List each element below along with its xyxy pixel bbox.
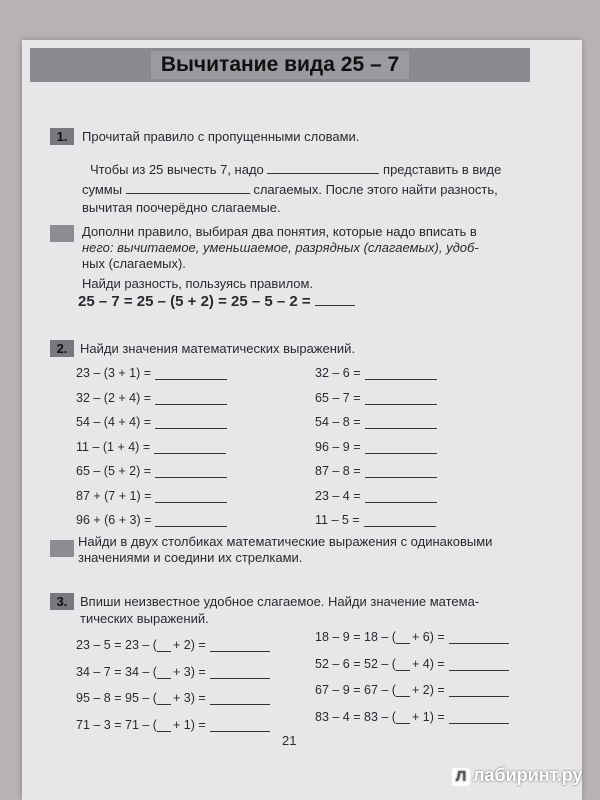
answer-blank[interactable] bbox=[155, 367, 227, 380]
supp-line-3: ных (слагаемых). bbox=[82, 256, 186, 271]
answer-blank[interactable] bbox=[155, 490, 227, 503]
task-2-marker bbox=[50, 340, 74, 357]
expression-text: 96 – 9 = bbox=[315, 439, 361, 454]
answer-blank[interactable] bbox=[449, 631, 509, 644]
equation-start: 52 – 6 = 52 – ( bbox=[315, 656, 396, 671]
equation-end: + 1) = bbox=[172, 717, 206, 732]
answer-blank[interactable] bbox=[155, 465, 227, 478]
task-1-prompt: Прочитай правило с пропущенными словами. bbox=[82, 129, 360, 144]
rule-line-1 bbox=[90, 162, 501, 178]
answer-blank[interactable] bbox=[210, 719, 270, 732]
expression-text: 87 + (7 + 1) = bbox=[76, 488, 152, 503]
extra-line-1: Найди в двух столбиках математические выражения с одинаковыми bbox=[78, 534, 493, 549]
blank-1[interactable] bbox=[267, 173, 379, 174]
expression-text: 65 – 7 = bbox=[315, 390, 361, 405]
answer-blank[interactable] bbox=[155, 392, 227, 405]
expression-text: 87 – 8 = bbox=[315, 464, 361, 478]
expression-text: 65 – (5 + 2) = bbox=[76, 464, 152, 478]
addend-blank[interactable] bbox=[157, 720, 171, 732]
expression-row bbox=[76, 464, 227, 478]
blank-2[interactable] bbox=[126, 193, 250, 194]
answer-blank[interactable] bbox=[364, 514, 436, 527]
answer-blank[interactable] bbox=[154, 441, 226, 454]
addend-blank[interactable] bbox=[396, 632, 410, 644]
expression-row bbox=[76, 489, 227, 503]
answer-blank[interactable] bbox=[365, 416, 437, 429]
task-3-marker bbox=[50, 593, 74, 610]
example-expression bbox=[78, 294, 355, 310]
equation-start: 18 – 9 = 18 – ( bbox=[315, 630, 396, 644]
addend-blank[interactable] bbox=[157, 693, 171, 705]
equation-start: 34 – 7 = 34 – ( bbox=[76, 664, 157, 679]
equation-row bbox=[315, 630, 509, 644]
task-3-prompt-1: Впиши неизвестное удобное слагаемое. Найди значение матема- bbox=[80, 594, 480, 609]
expression-row bbox=[315, 440, 437, 454]
addend-blank[interactable] bbox=[157, 667, 171, 679]
task-1-number: 1. bbox=[56, 129, 68, 144]
equation-row bbox=[76, 718, 270, 732]
equation-end: + 3) = bbox=[172, 691, 206, 705]
expression-row bbox=[76, 366, 227, 380]
expression-row bbox=[315, 489, 437, 503]
task-3-number: 3. bbox=[56, 594, 68, 609]
equation-start: 23 – 5 = 23 – ( bbox=[76, 638, 157, 652]
equation-row bbox=[315, 683, 509, 697]
expression-row bbox=[315, 391, 437, 405]
equation-end: + 2) = bbox=[172, 638, 206, 652]
rule-line-2 bbox=[82, 182, 498, 198]
expression-text: 11 – 5 = bbox=[315, 513, 360, 527]
expression-row bbox=[315, 464, 437, 478]
answer-blank[interactable] bbox=[365, 465, 437, 478]
equation-end: + 1) = bbox=[411, 709, 445, 724]
rule-line-1-b: представить в виде bbox=[383, 162, 502, 177]
answer-blank[interactable] bbox=[365, 367, 437, 380]
expression-text: 11 – (1 + 4) = bbox=[76, 439, 151, 454]
labirint-badge-icon: Л bbox=[452, 768, 470, 786]
answer-blank[interactable] bbox=[365, 392, 437, 405]
answer-blank[interactable] bbox=[210, 692, 270, 705]
equation-row bbox=[315, 657, 509, 671]
expression-text: 54 – (4 + 4) = bbox=[76, 415, 152, 429]
answer-blank[interactable] bbox=[449, 711, 509, 724]
find-line: Найди разность, пользуясь правилом. bbox=[82, 276, 314, 291]
answer-blank[interactable] bbox=[155, 416, 227, 429]
equation-row bbox=[315, 710, 509, 724]
example-answer[interactable] bbox=[315, 305, 355, 306]
equation-end: + 2) = bbox=[411, 683, 445, 697]
rule-line-2-b: слагаемых. После этого найти разность, bbox=[253, 182, 498, 197]
supp-line-2: него: вычитаемое, уменьшаемое, разрядных (слагаемых), удоб- bbox=[82, 240, 479, 255]
expression-text: 23 – (3 + 1) = bbox=[76, 366, 152, 380]
extra-line-2: значениями и соедини их стрелками. bbox=[78, 550, 303, 565]
equation-end: + 3) = bbox=[172, 664, 206, 679]
answer-blank[interactable] bbox=[155, 514, 227, 527]
expression-row bbox=[76, 513, 227, 527]
answer-blank[interactable] bbox=[365, 441, 437, 454]
rule-line-2-a: суммы bbox=[82, 182, 123, 197]
extra-marker bbox=[50, 540, 74, 557]
equation-end: + 6) = bbox=[411, 630, 445, 644]
equation-start: 71 – 3 = 71 – ( bbox=[76, 717, 157, 732]
answer-blank[interactable] bbox=[210, 666, 270, 679]
expression-row bbox=[315, 415, 437, 429]
answer-blank[interactable] bbox=[210, 639, 270, 652]
supplement-marker bbox=[50, 225, 74, 242]
task-2-prompt: Найди значения математических выражений. bbox=[80, 341, 356, 356]
answer-blank[interactable] bbox=[449, 684, 509, 697]
expression-row bbox=[76, 391, 227, 405]
equation-start: 95 – 8 = 95 – ( bbox=[76, 691, 157, 705]
equation-row bbox=[76, 638, 270, 652]
expression-row bbox=[76, 415, 227, 429]
answer-blank[interactable] bbox=[449, 658, 509, 671]
task-2-number: 2. bbox=[56, 341, 68, 356]
equation-row bbox=[76, 665, 270, 679]
equation-start: 67 – 9 = 67 – ( bbox=[315, 683, 396, 697]
rule-line-3: вычитая поочерёдно слагаемые. bbox=[82, 200, 281, 215]
example-text: 25 – 7 = 25 – (5 + 2) = 25 – 5 – 2 = bbox=[78, 293, 311, 310]
watermark-text: лабиринт.ру bbox=[473, 765, 583, 785]
expression-row bbox=[315, 366, 437, 380]
equation-end: + 4) = bbox=[411, 656, 445, 671]
expression-row bbox=[76, 440, 226, 454]
title-bar bbox=[30, 48, 530, 82]
task-3-prompt-2: тических выражений. bbox=[80, 611, 209, 626]
rule-line-1-a: Чтобы из 25 вычесть 7, надо bbox=[90, 162, 264, 177]
addend-blank[interactable] bbox=[396, 712, 410, 724]
addend-blank[interactable] bbox=[157, 640, 171, 652]
addend-blank[interactable] bbox=[396, 659, 410, 671]
expression-row bbox=[315, 513, 436, 527]
task-1-marker bbox=[50, 128, 74, 145]
equation-start: 83 – 4 = 83 – ( bbox=[315, 709, 396, 724]
expression-text: 32 – 6 = bbox=[315, 366, 361, 380]
page-title: Вычитание вида 25 – 7 bbox=[151, 51, 409, 79]
answer-blank[interactable] bbox=[365, 490, 437, 503]
page-number: 21 bbox=[282, 733, 297, 748]
addend-blank[interactable] bbox=[396, 685, 410, 697]
expression-text: 54 – 8 = bbox=[315, 415, 361, 429]
supp-line-1: Дополни правило, выбирая два понятия, которые надо вписать в bbox=[82, 224, 477, 239]
expression-text: 32 – (2 + 4) = bbox=[76, 390, 152, 405]
expression-text: 23 – 4 = bbox=[315, 488, 361, 503]
expression-text: 96 + (6 + 3) = bbox=[76, 513, 152, 527]
labirint-logo bbox=[452, 765, 583, 786]
equation-row bbox=[76, 691, 270, 705]
